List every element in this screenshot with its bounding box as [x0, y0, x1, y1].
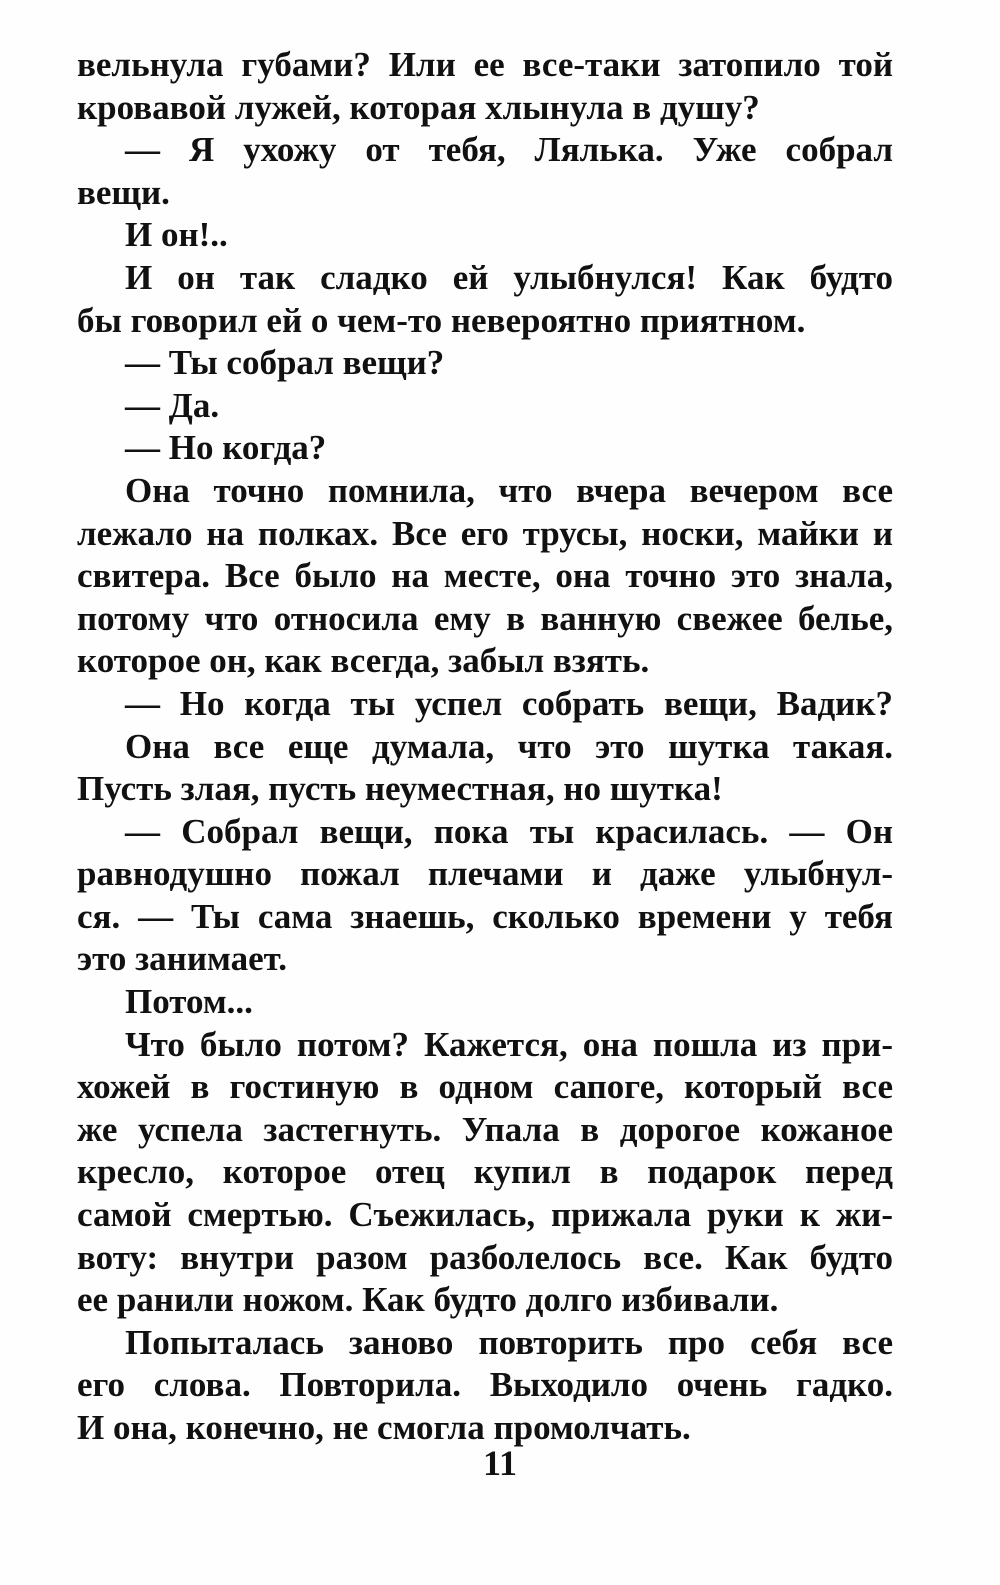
text-line: — Да.	[125, 385, 220, 425]
text-line: И он так сладко ей улыбнулся! Как будто	[125, 257, 893, 297]
text-line: же успела застегнуть. Упала в дорогое кожаное	[77, 1109, 893, 1149]
text-line: — Я ухожу от тебя, Лялька. Уже собрал	[125, 130, 893, 170]
page-text	[77, 44, 893, 1450]
text-line: это занимает.	[77, 939, 287, 979]
text-line: Попыталась заново повторить про себя все	[125, 1322, 893, 1362]
text-line: его слова. Повторила. Выходило очень гадко.	[77, 1365, 893, 1405]
text-line: Что было потом? Кажется, она пошла из при-	[125, 1024, 893, 1064]
text-line: ся. — Ты сама знаешь, сколько времени у тебя	[77, 896, 893, 936]
text-line: Потом...	[125, 982, 253, 1022]
text-line: Она все еще думала, что это шутка такая.	[125, 726, 893, 766]
text-line: лежало на полках. Все его трусы, носки, майки и	[77, 513, 893, 553]
text-line: хожей в гостиную в одном сапоге, который все	[77, 1067, 893, 1107]
text-line: потому что относила ему в ванную свежее белье,	[77, 598, 893, 638]
text-line: кровавой лужей, которая хлынула в душу?	[77, 87, 760, 127]
text-line: — Ты собрал вещи?	[125, 343, 445, 383]
text-line: И он!..	[125, 215, 228, 255]
text-line: которое он, как всегда, забыл взять.	[77, 641, 650, 681]
text-line: Пусть злая, пусть неуместная, но шутка!	[77, 769, 723, 809]
text-line: вещи.	[77, 172, 170, 212]
text-line: вельнула губами? Или ее все-таки затопило той	[77, 45, 893, 84]
text-line: — Собрал вещи, пока ты красилась. — Он	[125, 811, 893, 851]
text-line: ее ранили ножом. Как будто долго избивали.	[77, 1280, 779, 1320]
text-line: — Но когда?	[125, 428, 327, 468]
text-line: бы говорил ей о чем-то невероятно приятном.	[77, 300, 806, 340]
text-line: самой смертью. Съежилась, прижала руки к жи-	[77, 1195, 893, 1235]
text-line: воту: внутри разом разболелось все. Как будто	[77, 1237, 893, 1277]
text-line: кресло, которое отец купил в подарок перед	[77, 1152, 893, 1192]
text-line: свитера. Все было на месте, она точно это знала,	[77, 556, 893, 596]
text-line: Она точно помнила, что вчера вечером все	[125, 470, 893, 510]
text-line: равнодушно пожал плечами и даже улыбнул-	[77, 854, 893, 894]
page-number: 11	[482, 1443, 517, 1483]
text-line: — Но когда ты успел собрать вещи, Вадик?	[125, 683, 893, 723]
text-line: И она, конечно, не смогла промолчать.	[77, 1408, 691, 1447]
